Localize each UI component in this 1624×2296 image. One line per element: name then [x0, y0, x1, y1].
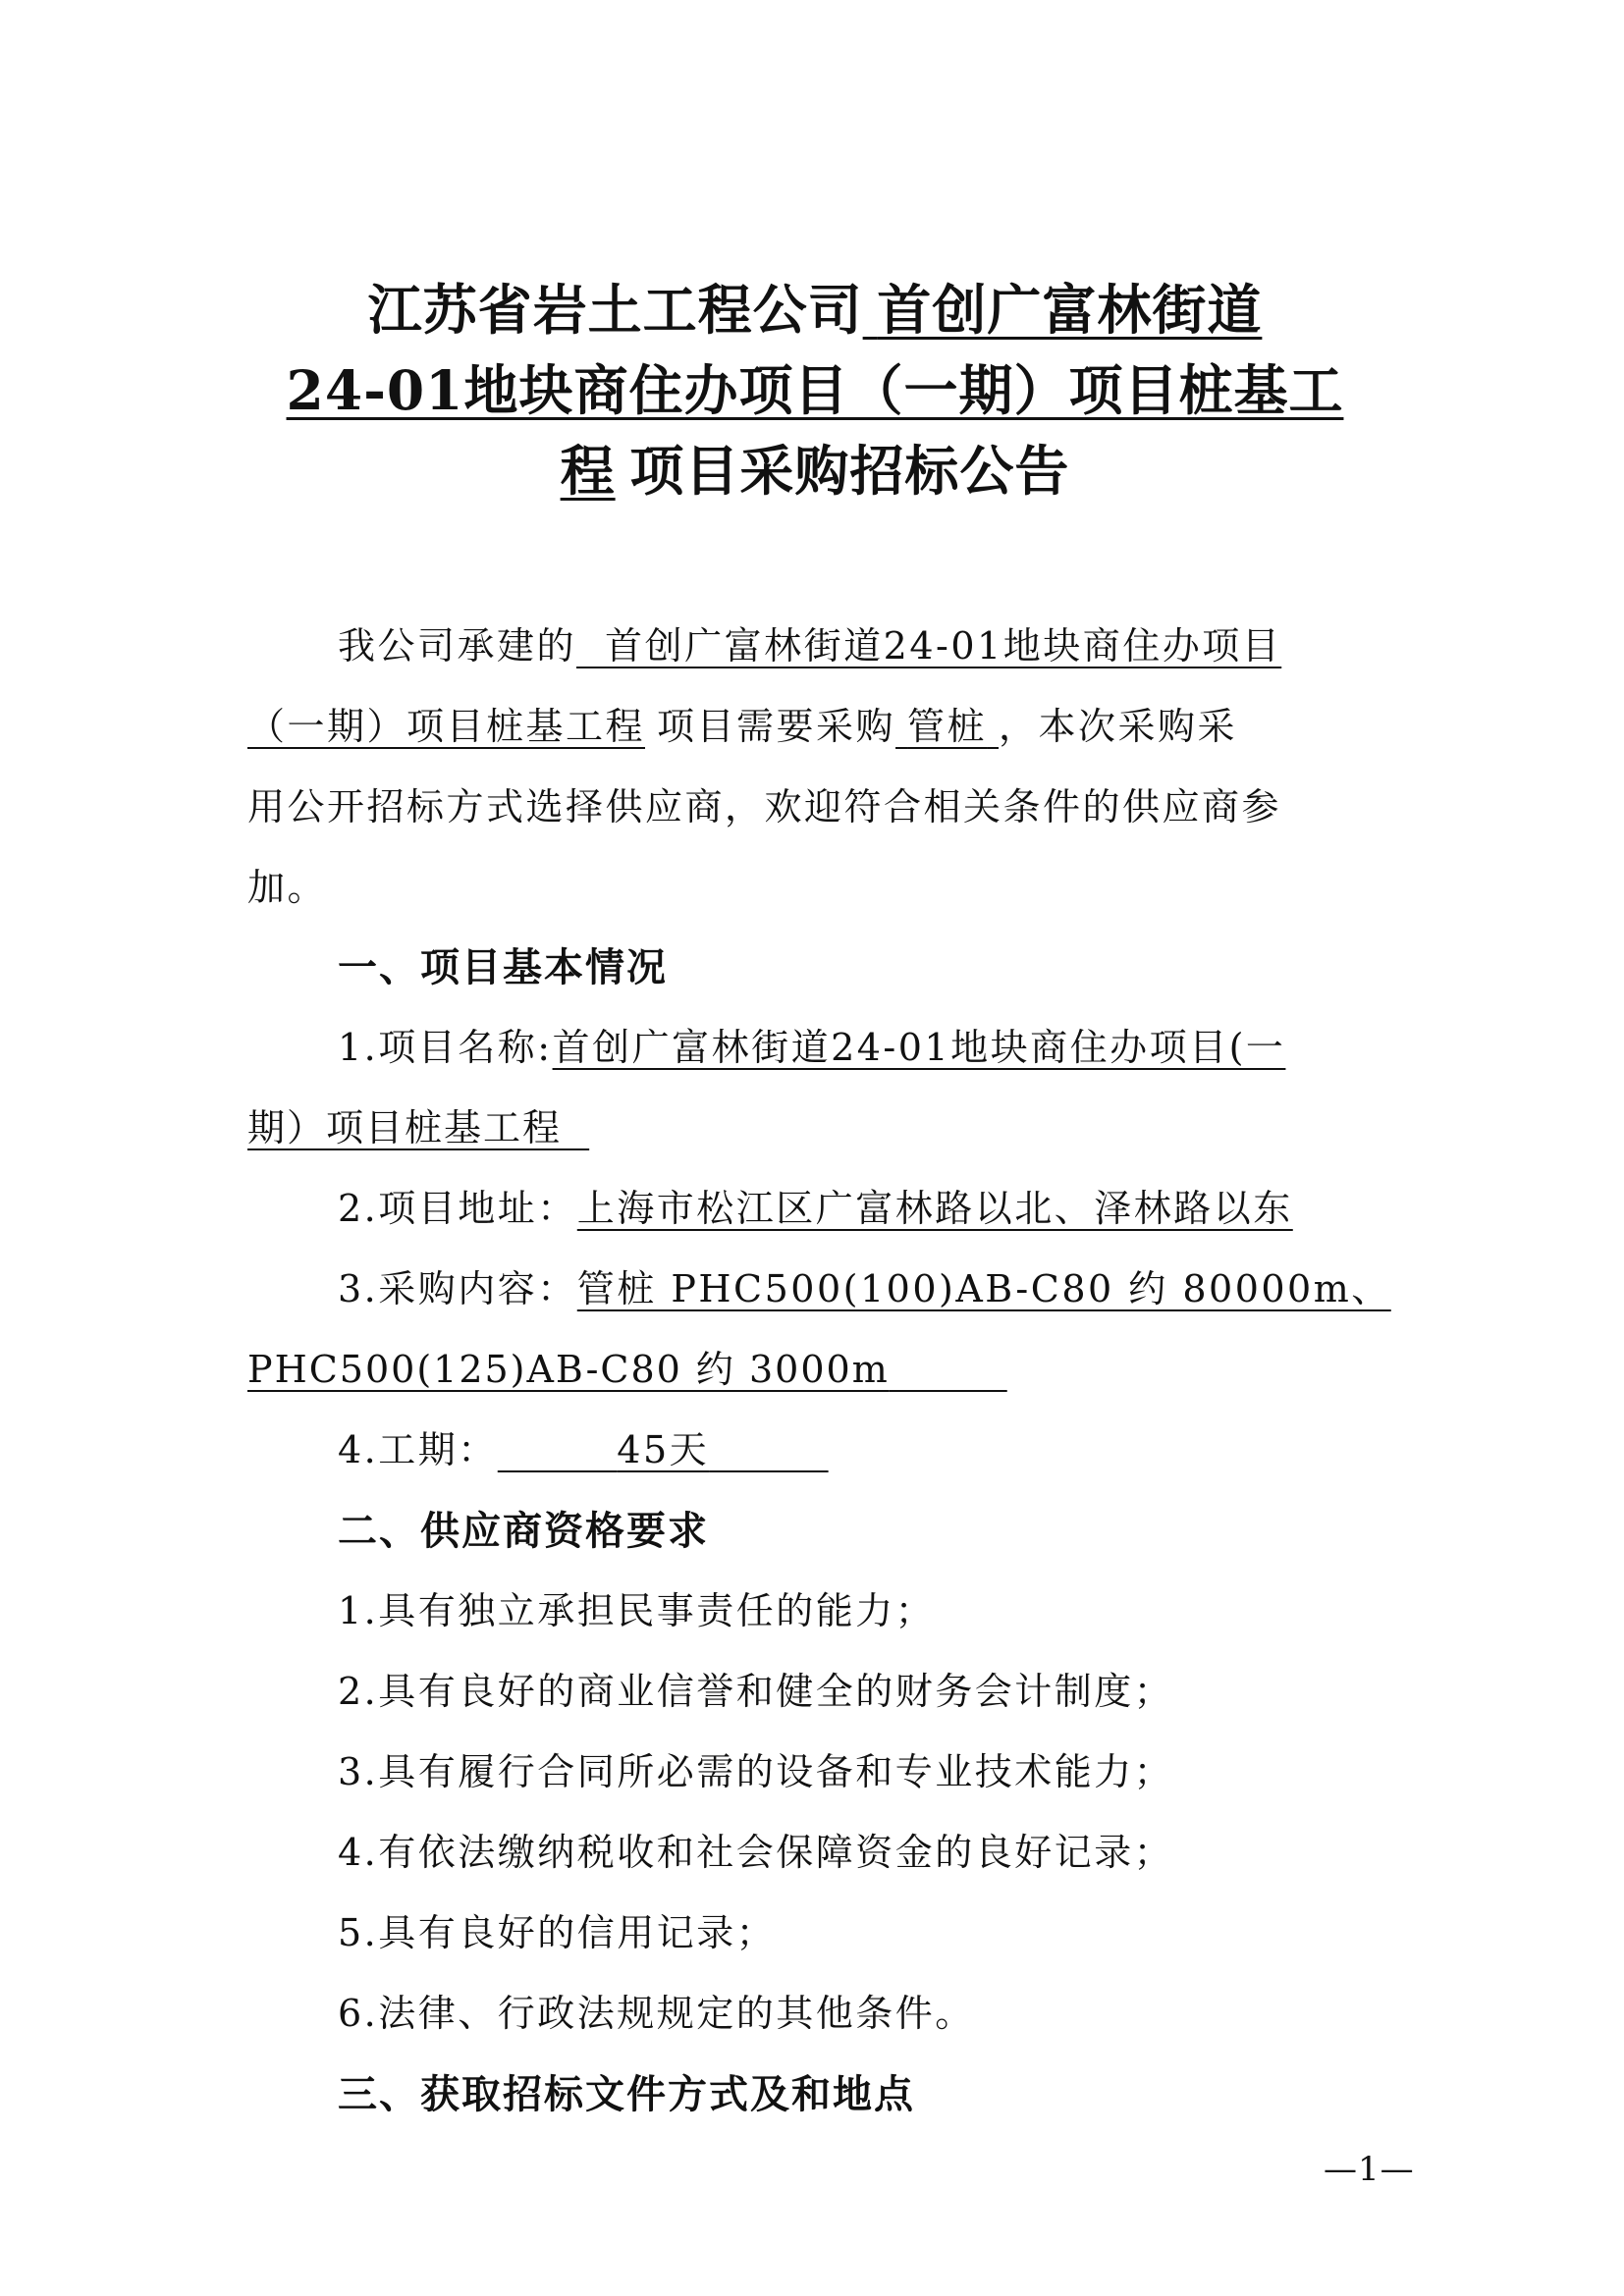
section-2-heading: 二、供应商资格要求 — [338, 1509, 709, 1554]
qualification-item-6: 6.法律、行政法规规定的其他条件。 — [338, 1992, 975, 2035]
title-line-1 — [236, 270, 1394, 350]
item-duration-label: 4.工期： — [338, 1428, 498, 1471]
title-project-part-3: 程 — [560, 439, 616, 503]
title-project-part-1: 首创广富林街道 — [877, 278, 1263, 342]
page-number: —1— — [1324, 2150, 1415, 2189]
item-project-name — [338, 1017, 1285, 1071]
title-project-part-2: 24-01地块商住办项目（一期）项目桩基工 — [286, 358, 1344, 422]
item-project-address-label: 2.项目地址： — [338, 1187, 577, 1230]
intro-material-text: 管桩 — [907, 705, 988, 748]
qualification-item-1: 1.具有独立承担民事责任的能力； — [338, 1589, 936, 1632]
item-project-address — [338, 1178, 1293, 1232]
qualification-item-5: 5.具有良好的信用记录； — [338, 1911, 777, 1954]
title-company: 江苏省岩土工程公司 — [367, 278, 863, 342]
title-line-3 — [236, 431, 1394, 511]
item-project-name-value-a: 首创广富林街道24-01地块商住办项目(一 — [552, 1026, 1286, 1069]
section-1-heading: 一、项目基本情况 — [338, 945, 668, 990]
intro-line-3: 用公开招标方式选择供应商，欢迎符合相关条件的供应商参 — [247, 785, 1282, 828]
intro-project-name-b: （一期）项目桩基工程 — [247, 705, 646, 748]
intro-line-2 — [247, 686, 1386, 767]
item-project-name-label: 1.项目名称: — [338, 1026, 553, 1069]
intro-text-1: 我公司承建的 — [338, 624, 577, 667]
section-3-heading: 三、获取招标文件方式及和地点 — [338, 2072, 915, 2117]
item-duration-value-wrap — [498, 1428, 829, 1471]
intro-line-4: 加。 — [247, 866, 328, 909]
title-suffix: 项目采购招标公告 — [629, 439, 1070, 503]
intro-paragraph — [247, 606, 1386, 928]
item-project-name-value-b: 期）项目桩基工程 — [247, 1106, 590, 1149]
intro-text-2: 项目需要采购 — [657, 705, 896, 748]
item-project-name-continued — [247, 1097, 589, 1151]
item-procurement-value-b-wrap — [247, 1348, 1007, 1391]
intro-line-1 — [247, 606, 1386, 686]
item-duration-value: 45天 — [617, 1428, 710, 1471]
item-procurement-content — [338, 1258, 1391, 1312]
title-line-2 — [236, 350, 1394, 431]
item-procurement-continued — [247, 1339, 1007, 1393]
item-procurement-value-b: PHC500(125)AB-C80 约 3000m — [247, 1348, 890, 1391]
title-project-underlined — [863, 278, 1263, 342]
item-duration — [338, 1419, 829, 1473]
qualification-item-4: 4.有依法缴纳税收和社会保障资金的良好记录； — [338, 1831, 1174, 1874]
document-title — [236, 270, 1394, 511]
intro-text-3: ，本次采购采 — [999, 705, 1238, 748]
item-procurement-value-a: 管桩 PHC500(100)AB-C80 约 80000m、 — [576, 1267, 1391, 1310]
intro-material — [895, 705, 999, 748]
qualification-item-3: 3.具有履行合同所必需的设备和专业技术能力； — [338, 1750, 1174, 1793]
qualification-item-2: 2.具有良好的商业信誉和健全的财务会计制度； — [338, 1670, 1174, 1713]
item-procurement-label: 3.采购内容： — [338, 1267, 577, 1310]
item-project-address-value: 上海市松江区广富林路以北、泽林路以东 — [576, 1187, 1293, 1230]
intro-project-name-a: 首创广富林街道24-01地块商住办项目 — [576, 624, 1282, 667]
